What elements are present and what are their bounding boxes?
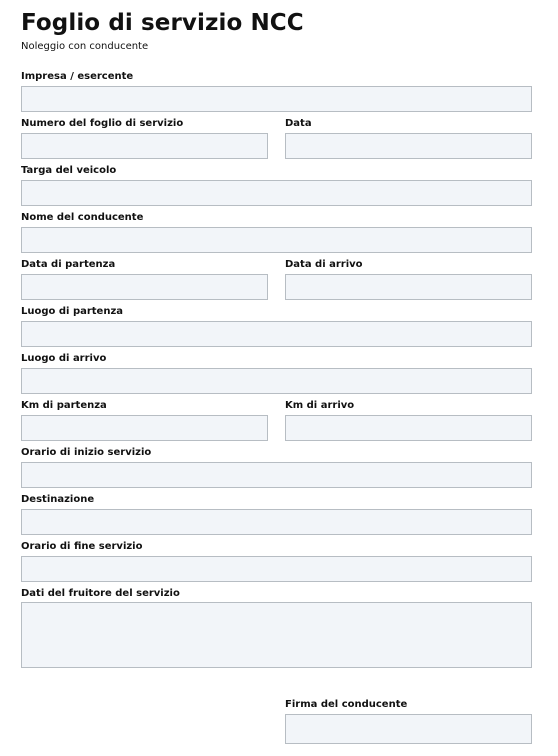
- fruitore-label: Dati del fruitore del servizio: [21, 588, 180, 599]
- data-arrivo-field[interactable]: [285, 274, 532, 300]
- data-arrivo-label: Data di arrivo: [285, 259, 363, 270]
- data-label: Data: [285, 118, 312, 129]
- impresa-field[interactable]: [21, 86, 532, 112]
- fruitore-textarea[interactable]: [21, 602, 532, 668]
- firma-label: Firma del conducente: [285, 699, 408, 710]
- firma-field[interactable]: [285, 714, 532, 744]
- numero-foglio-field[interactable]: [21, 133, 268, 159]
- orario-fine-field[interactable]: [21, 556, 532, 582]
- targa-label: Targa del veicolo: [21, 165, 117, 176]
- luogo-arrivo-field[interactable]: [21, 368, 532, 394]
- luogo-arrivo-label: Luogo di arrivo: [21, 353, 107, 364]
- luogo-partenza-field[interactable]: [21, 321, 532, 347]
- conducente-field[interactable]: [21, 227, 532, 253]
- impresa-label: Impresa / esercente: [21, 71, 134, 82]
- form-page: [21, 0, 532, 756]
- orario-inizio-field[interactable]: [21, 462, 532, 488]
- luogo-partenza-label: Luogo di partenza: [21, 306, 124, 317]
- data-field[interactable]: [285, 133, 532, 159]
- km-partenza-field[interactable]: [21, 415, 268, 441]
- orario-fine-label: Orario di fine servizio: [21, 541, 143, 552]
- page-title: Foglio di servizio NCC: [21, 10, 304, 36]
- destinazione-field[interactable]: [21, 509, 532, 535]
- km-arrivo-label: Km di arrivo: [285, 400, 355, 411]
- km-partenza-label: Km di partenza: [21, 400, 107, 411]
- data-partenza-field[interactable]: [21, 274, 268, 300]
- page-subtitle: Noleggio con conducente: [21, 41, 149, 52]
- data-partenza-label: Data di partenza: [21, 259, 116, 270]
- numero-foglio-label: Numero del foglio di servizio: [21, 118, 184, 129]
- orario-inizio-label: Orario di inizio servizio: [21, 447, 152, 458]
- targa-field[interactable]: [21, 180, 532, 206]
- km-arrivo-field[interactable]: [285, 415, 532, 441]
- destinazione-label: Destinazione: [21, 494, 95, 505]
- conducente-label: Nome del conducente: [21, 212, 144, 223]
